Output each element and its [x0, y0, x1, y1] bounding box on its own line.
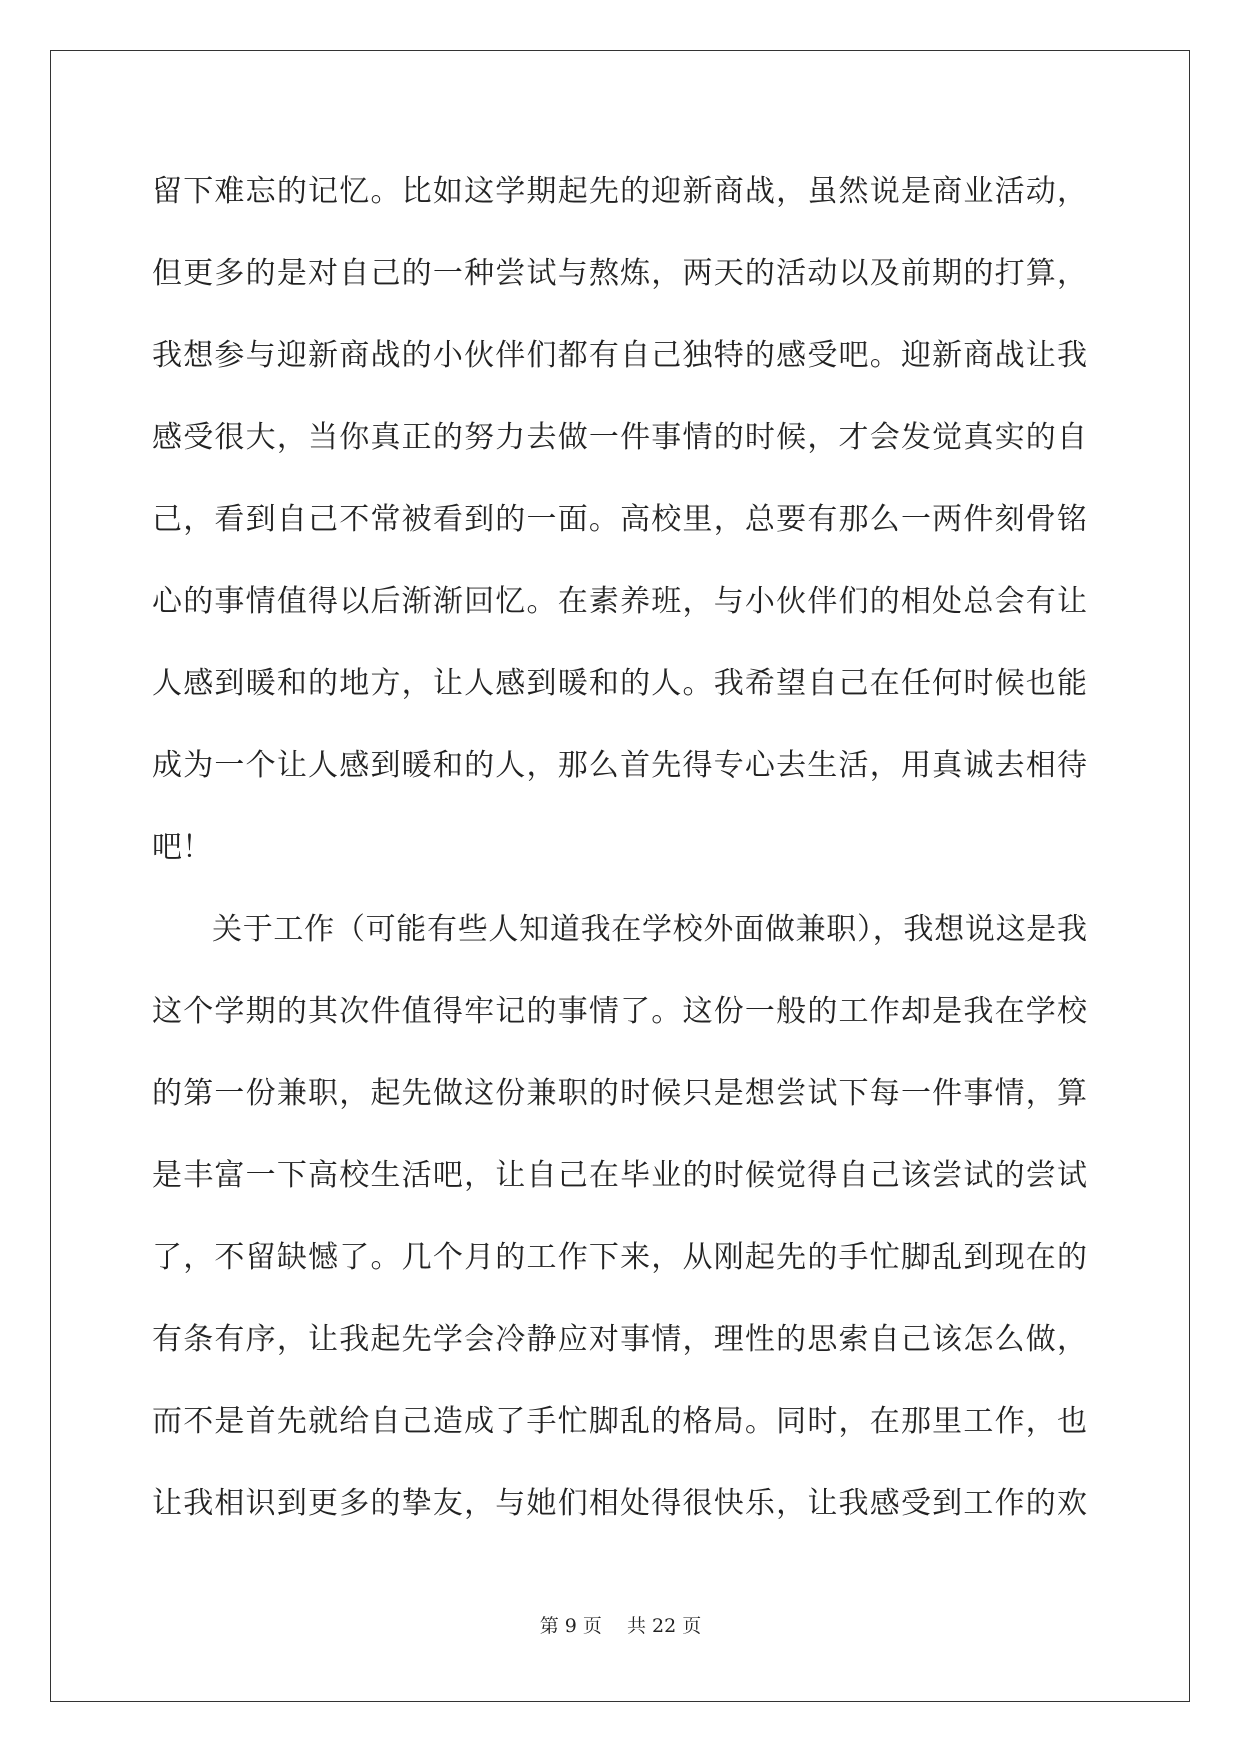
- body-text-line: 心的事情值得以后渐渐回忆。在素养班，与小伙伴们的相处总会有让: [152, 584, 1087, 619]
- body-text-line: 的第一份兼职，起先做这份兼职的时候只是想尝试下每一件事情，算: [152, 1076, 1087, 1111]
- body-text-line: 但更多的是对自己的一种尝试与熬炼，两天的活动以及前期的打算，: [152, 256, 1087, 291]
- page-number-footer: 第 9 页 共 22 页: [539, 1615, 702, 1637]
- body-text-line: 己，看到自己不常被看到的一面。高校里，总要有那么一两件刻骨铭: [152, 502, 1087, 537]
- body-text-line: 人感到暖和的地方，让人感到暖和的人。我希望自己在任何时候也能: [152, 666, 1087, 701]
- body-text-line: 留下难忘的记忆。比如这学期起先的迎新商战，虽然说是商业活动，: [152, 174, 1087, 209]
- body-text-line: 这个学期的其次件值得牢记的事情了。这份一般的工作却是我在学校: [152, 994, 1087, 1029]
- body-text-line: 是丰富一下高校生活吧，让自己在毕业的时候觉得自己该尝试的尝试: [152, 1158, 1087, 1193]
- body-text-line: 吧！: [152, 830, 212, 865]
- body-text-line: 而不是首先就给自己造成了手忙脚乱的格局。同时，在那里工作，也: [152, 1404, 1087, 1439]
- body-text-line: 关于工作（可能有些人知道我在学校外面做兼职），我想说这是我: [212, 912, 1087, 947]
- body-text-line: 让我相识到更多的挚友，与她们相处得很快乐，让我感受到工作的欢: [152, 1486, 1087, 1521]
- body-text-line: 成为一个让人感到暖和的人，那么首先得专心去生活，用真诚去相待: [152, 748, 1087, 783]
- body-text-line: 了，不留缺憾了。几个月的工作下来，从刚起先的手忙脚乱到现在的: [152, 1240, 1087, 1275]
- body-text-line: 感受很大，当你真正的努力去做一件事情的时候，才会发觉真实的自: [152, 420, 1087, 455]
- body-text-line: 我想参与迎新商战的小伙伴们都有自己独特的感受吧。迎新商战让我: [152, 338, 1087, 373]
- page-border: [50, 50, 1190, 1702]
- body-text-line: 有条有序，让我起先学会冷静应对事情，理性的思索自己该怎么做，: [152, 1322, 1087, 1357]
